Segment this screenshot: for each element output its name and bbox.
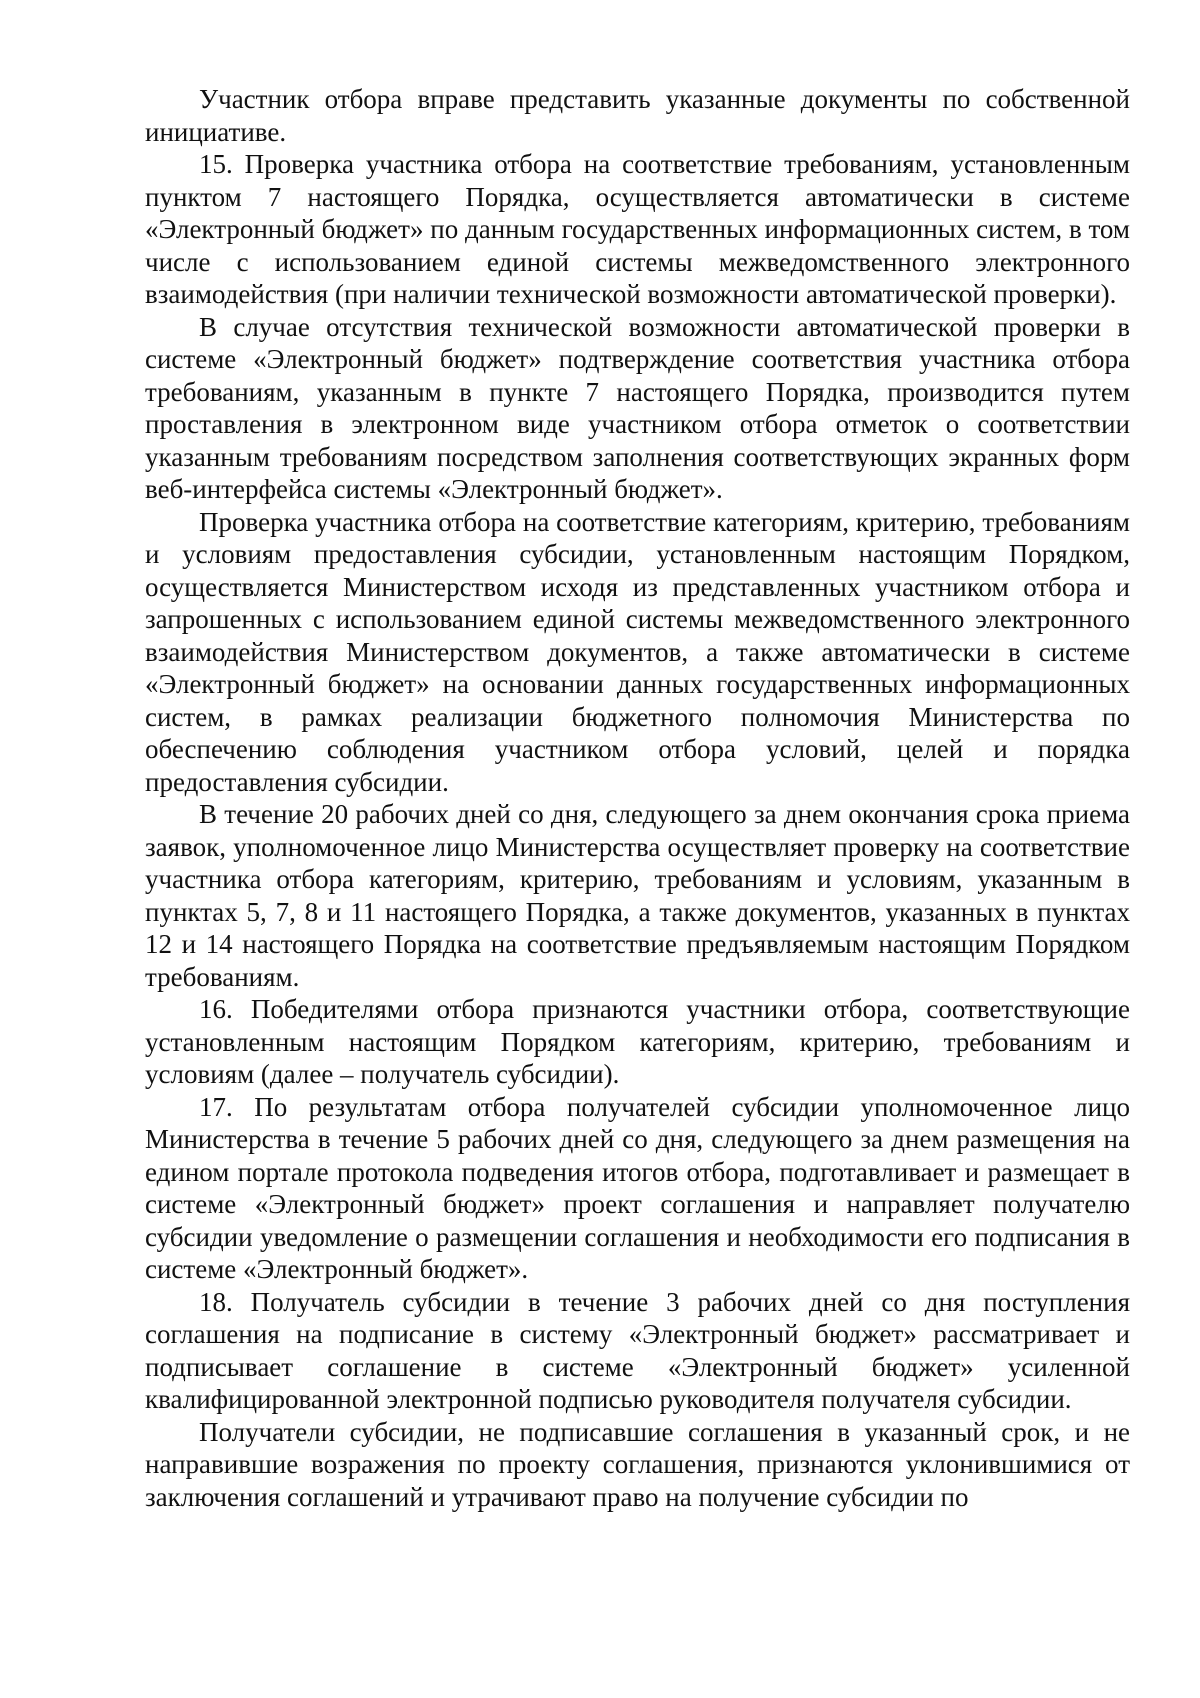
paragraph-20-working-days: В течение 20 рабочих дней со дня, следующего за днем окончания срока приема заявок, уполномоченное лицо Министерства осуществляет проверку на соответствие участника отбора категориям, критерию, требованиям и условиям, указанным в пунктах 5, 7, 8 и 11 настоящего Порядка, а также документов, указанных в пунктах 12 и 14 настоящего Порядка на соответствие предъявляемым настоящим Порядком требованиям. — [145, 799, 1130, 992]
document-body — [145, 83, 1130, 1513]
paragraph-item-16: 16. Победителями отбора признаются участники отбора, соответствующие установленным настоящим Порядком категориям, критерию, требованиям и условиям (далее – получатель субсидии). — [145, 994, 1130, 1089]
paragraph-no-technical-possibility: В случае отсутствия технической возможности автоматической проверки в системе «Электронный бюджет» подтверждение соответствия участника отбора требованиям, указанным в пункте 7 настоящего Порядка, производится путем проставления в электронном виде участником отбора отметок о соответствии указанным требованиям посредством заполнения соответствующих экранных форм веб-интерфейса системы «Электронный бюджет». — [145, 311, 1130, 504]
paragraph-participant-initiative: Участник отбора вправе представить указанные документы по собственной инициативе. — [145, 84, 1130, 147]
paragraph-unsigned-recipients: Получатели субсидии, не подписавшие соглашения в указанный срок, и не направившие возражения по проекту соглашения, признаются уклонившимися от заключения соглашений и утрачивают право на получение субсидии по — [145, 1416, 1130, 1512]
paragraph-item-15: 15. Проверка участника отбора на соответствие требованиям, установленным пунктом 7 настоящего Порядка, осуществляется автоматически в системе «Электронный бюджет» по данным государственных информационных систем, в том числе с использованием единой системы межведомственного электронного взаимодействия (при наличии технической возможности автоматической проверки). — [145, 149, 1130, 309]
paragraph-item-17: 17. По результатам отбора получателей субсидии уполномоченное лицо Министерства в течение 5 рабочих дней со дня, следующего за днем размещения на едином портале протокола подведения итогов отбора, подготавливает и размещает в системе «Электронный бюджет» проект соглашения и направляет получателю субсидии уведомление о размещении соглашения и необходимости его подписания в системе «Электронный бюджет». — [145, 1091, 1130, 1284]
paragraph-ministry-check: Проверка участника отбора на соответствие категориям, критерию, требованиям и условиям предоставления субсидии, установленным настоящим Порядком, осуществляется Министерством исходя из представленных участником отбора и запрошенных с использованием единой системы межведомственного электронного взаимодействия Министерством документов, а также автоматически в системе «Электронный бюджет» на основании данных государственных информационных систем, в рамках реализации бюджетного полномочия Министерства по обеспечению соблюдения участником отбора условий, целей и порядка предоставления субсидии. — [145, 506, 1130, 797]
paragraph-item-18: 18. Получатель субсидии в течение 3 рабочих дней со дня поступления соглашения на подписание в систему «Электронный бюджет» рассматривает и подписывает соглашение в системе «Электронный бюджет» усиленной квалифицированной электронной подписью руководителя получателя субсидии. — [145, 1286, 1130, 1414]
